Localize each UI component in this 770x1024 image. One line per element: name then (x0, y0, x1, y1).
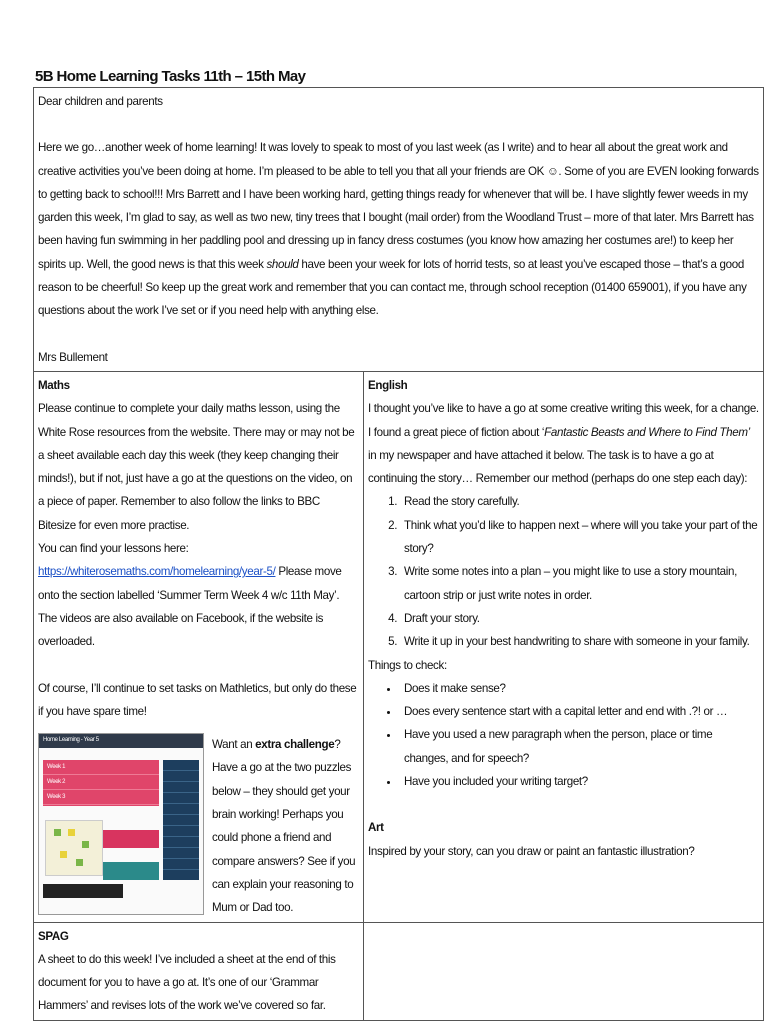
maths-cell (34, 371, 364, 922)
checks-heading: Things to check: (368, 658, 447, 672)
list-item: • Does every sentence start with a capital letter and end with .?! or … (400, 700, 759, 723)
list-item: • Have you used a new paragraph when the person, place or time changes, and for speech? (400, 723, 759, 770)
greeting: Dear children and parents (38, 95, 163, 108)
english-paragraph: I thought you’ve like to have a go at some creative writing this week, for a change. I found a great piece of fiction about ‘Fantastic Beasts and Where to Find Them’ in my newspaper and have attached it below. The task is to have a go at continuing the story… Remember our method (perhaps do one step each day): (368, 402, 759, 486)
spag-cell (34, 922, 364, 1020)
english-cell (364, 371, 764, 922)
steps-list (368, 490, 759, 653)
extra-challenge (38, 733, 359, 919)
list-item: 5. Write it up in your best handwriting to share with someone in your family. (400, 630, 759, 653)
empty-cell (364, 922, 764, 1020)
list-item: 2. Think what you’d like to happen next – where will you take your part of the story? (400, 514, 759, 561)
list-item: • Have you included your writing target? (400, 770, 759, 793)
maths-paragraph-2: You can find your lessons here: (38, 542, 189, 556)
english-heading: English (368, 378, 408, 392)
art-text: Inspired by your story, can you draw or paint an fantastic illustration? (368, 844, 695, 858)
list-item: 4. Draft your story. (400, 607, 759, 630)
page-title: 5B Home Learning Tasks 11th – 15th May (35, 68, 306, 85)
maths-paragraph-1: Please continue to complete your daily maths lesson, using the White Rose resources from the website. There may or may not be a sheet available each day this week (they keep changing their minds!), but if not, just have a go at the questions on the video, on a piece of paper. Remember to also follow the links to BBC Bitesize for even more practise. (38, 402, 355, 532)
intro-paragraph: Here we go…another week of home learning! It was lovely to speak to most of you last week (as I write) and to hear all about the great work and creative activities you’ve been doing at home. I’m pleased to be able to tell you that all your friends are OK ☺. Some of you are EVEN looking forwards to getting back to school!!! Mrs Barrett and I have been working hard, getting things ready for whenever that will be. I have slightly fewer weeds in my garden this week, I’m glad to say, as well as two new, tiny trees that I bought (mail order) from the Woodland Trust – more of that later. Mrs Barrett has been having fun swimming in her paddling pool and dressing up in fancy dress costumes (you know how amazing her costumes are!) to keep her spirits up. Well, the good news is that this week should have been your week for lots of horrid tests, so at least you’ve escaped those – that’s a good reason to be cheerful! So keep up the great work and remember that you can contact me, through school reception (01400 659001), if you have any questions about the work I’ve set or if you need help with anything else. (38, 141, 759, 318)
spag-heading: SPAG (38, 929, 69, 943)
checks-list (368, 677, 759, 793)
white-rose-link[interactable]: https://whiterosemaths.com/homelearning/year-5/ (38, 565, 276, 579)
tasks-table (33, 87, 764, 1021)
list-item: 3. Write some notes into a plan – you might like to use a story mountain, cartoon strip or just write notes in order. (400, 560, 759, 607)
list-item: • Does it make sense? (400, 677, 759, 700)
maths-heading: Maths (38, 378, 70, 392)
document (33, 68, 763, 1021)
maths-paragraph-3: https://whiterosemaths.com/homelearning/year-5/ Please move onto the section labelled ‘Summer Term Week 4 w/c 11th May’. The videos are also available on Facebook, if the website is overloaded. (38, 565, 342, 649)
maths-paragraph-4: Of course, I’ll continue to set tasks on Mathletics, but only do these if you have spare time! (38, 681, 357, 718)
white-rose-screenshot: Home Learning - Year 5 Week 1 Week 2 Week 3 (38, 733, 204, 915)
intro-cell (34, 88, 764, 372)
list-item: 1. Read the story carefully. (400, 490, 759, 513)
art-heading: Art (368, 821, 384, 835)
spag-text: A sheet to do this week! I’ve included a sheet at the end of this document for you to have a go at. It’s one of our ‘Grammar Hammers’ and revises lots of the work we’ve covered so far. (38, 952, 336, 1013)
signoff: Mrs Bullement (38, 350, 108, 364)
challenge-text: Want an extra challenge? Have a go at the two puzzles below – they should get your brain working! Perhaps you could phone a friend and compare answers? See if you can explain your reasoning to Mum or Dad too. (212, 738, 356, 915)
